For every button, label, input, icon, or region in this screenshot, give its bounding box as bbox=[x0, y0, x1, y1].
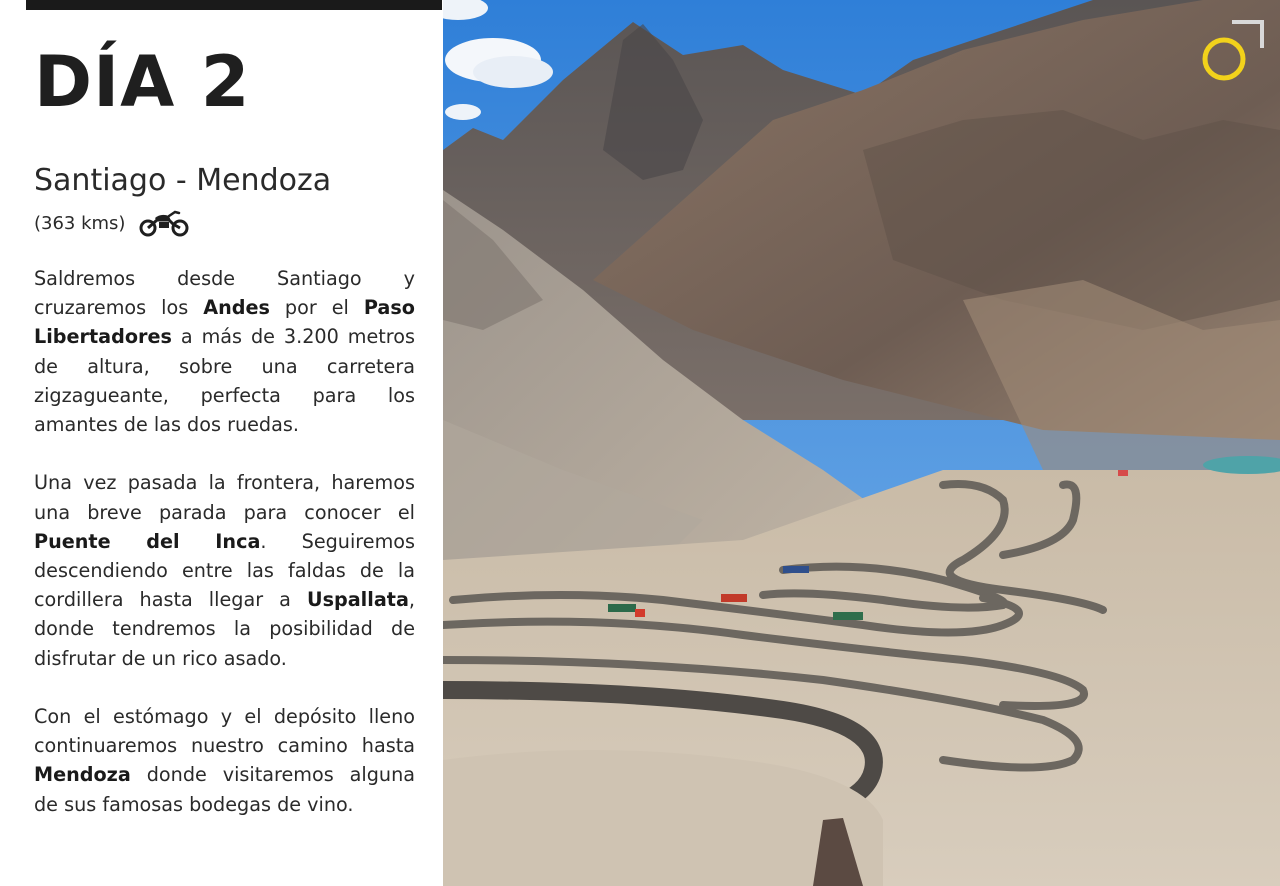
andes-road-photo bbox=[443, 0, 1280, 886]
motorcycle-icon bbox=[139, 208, 189, 238]
distance-row bbox=[34, 206, 189, 240]
description bbox=[34, 264, 415, 819]
text-panel bbox=[34, 0, 415, 886]
highlight-mendoza: Mendoza bbox=[34, 763, 131, 787]
highlight-paso-libertadores: Paso Libertadores bbox=[34, 296, 415, 349]
highlight-andes: Andes bbox=[203, 296, 270, 320]
distance-label: (363 kms) bbox=[34, 212, 126, 234]
paragraph-3: Con el estómago y el depósito lleno continuaremos nuestro camino hasta Mendoza donde visitaremos alguna de sus famosas bodegas de vino. bbox=[34, 705, 415, 816]
yellow-circle-logo-icon bbox=[1198, 18, 1268, 84]
route-title: Santiago - Mendoza bbox=[34, 163, 332, 198]
highlight-puente-del-inca: Puente del Inca bbox=[34, 529, 261, 553]
highlight-uspallata: Uspallata bbox=[306, 588, 409, 612]
paragraph-2: Una vez pasada la frontera, haremos una breve parada para conocer el Puente del Inca. Seguiremos descendiendo entre las faldas de la cordillera hasta llegar a Uspallata, donde tendremos la posibilidad de disfrutar de un rico asado. bbox=[34, 471, 415, 670]
day-title: DÍA 2 bbox=[34, 41, 251, 123]
paragraph-1: Saldremos desde Santiago y cruzaremos los Andes por el Paso Libertadores a más de 3.200 metros de altura, sobre una carretera zigzagueante, perfecta para los amantes de las dos ruedas. bbox=[34, 267, 415, 437]
